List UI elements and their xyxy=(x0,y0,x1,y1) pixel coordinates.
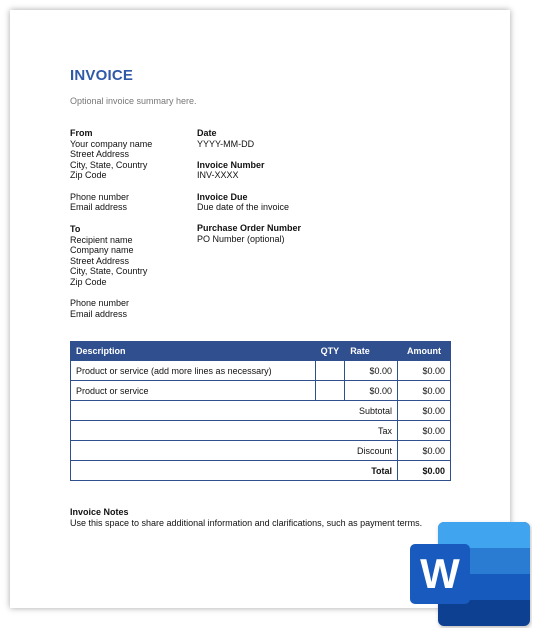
discount-row xyxy=(71,441,451,461)
row-description[interactable]: Product or service xyxy=(71,381,316,401)
from-line: Your company name xyxy=(70,138,153,149)
to-line: Zip Code xyxy=(70,276,107,287)
tax-label: Tax xyxy=(71,421,398,441)
to-heading: To xyxy=(70,224,81,234)
invoice-title: INVOICE xyxy=(70,67,134,84)
row-rate[interactable]: $0.00 xyxy=(345,381,398,401)
po-value: PO Number (optional) xyxy=(197,233,285,244)
to-line: Company name xyxy=(70,245,134,256)
to-line: Recipient name xyxy=(70,234,133,245)
header-rate: Rate xyxy=(345,342,398,361)
po-label: Purchase Order Number xyxy=(197,223,302,234)
to-line: Street Address xyxy=(70,255,130,266)
to-line: City, State, Country xyxy=(70,266,148,277)
invoice-due-label: Invoice Due xyxy=(197,191,248,202)
from-phone: Phone number xyxy=(70,191,130,202)
header-amount: Amount xyxy=(398,342,451,361)
to-block xyxy=(70,224,147,319)
subtotal-label: Subtotal xyxy=(71,401,398,421)
total-label: Total xyxy=(71,461,398,481)
row-description[interactable]: Product or service (add more lines as necessary) xyxy=(71,361,316,381)
to-phone: Phone number xyxy=(70,298,130,309)
invoice-notes xyxy=(70,507,422,529)
from-line: Zip Code xyxy=(70,170,107,181)
invoice-summary: Optional invoice summary here. xyxy=(70,96,197,106)
tax-value[interactable]: $0.00 xyxy=(398,421,451,441)
table-row xyxy=(71,361,451,381)
date-label: Date xyxy=(197,128,217,138)
row-amount[interactable]: $0.00 xyxy=(398,361,451,381)
total-row xyxy=(71,461,451,481)
word-letter: W xyxy=(420,550,460,597)
subtotal-value[interactable]: $0.00 xyxy=(398,401,451,421)
invoice-due-value: Due date of the invoice xyxy=(197,202,290,213)
from-block xyxy=(70,128,152,213)
header-description: Description xyxy=(71,342,316,361)
subtotal-row xyxy=(71,401,451,421)
date-value: YYYY-MM-DD xyxy=(197,138,255,149)
header-qty: QTY xyxy=(315,342,345,361)
from-line: Street Address xyxy=(70,149,130,160)
word-icon xyxy=(408,520,532,628)
invoice-number-label: Invoice Number xyxy=(197,159,265,170)
row-qty[interactable] xyxy=(315,361,345,381)
row-qty[interactable] xyxy=(315,381,345,401)
notes-heading: Invoice Notes xyxy=(70,507,129,517)
discount-value[interactable]: $0.00 xyxy=(398,441,451,461)
to-email: Email address xyxy=(70,308,128,319)
table-row xyxy=(71,381,451,401)
tax-row xyxy=(71,421,451,441)
from-email: Email address xyxy=(70,202,128,213)
discount-label: Discount xyxy=(71,441,398,461)
row-rate[interactable]: $0.00 xyxy=(345,361,398,381)
from-line: City, State, Country xyxy=(70,159,148,170)
table-header-row xyxy=(71,342,451,361)
invoice-number-value: INV-XXXX xyxy=(197,170,239,181)
total-value[interactable]: $0.00 xyxy=(398,461,451,481)
invoice-page xyxy=(10,10,510,608)
meta-block xyxy=(197,128,301,245)
from-heading: From xyxy=(70,128,93,138)
notes-text: Use this space to share additional information and clarifications, such as payment terms. xyxy=(70,518,423,528)
row-amount[interactable]: $0.00 xyxy=(398,381,451,401)
invoice-items-table xyxy=(70,341,451,481)
